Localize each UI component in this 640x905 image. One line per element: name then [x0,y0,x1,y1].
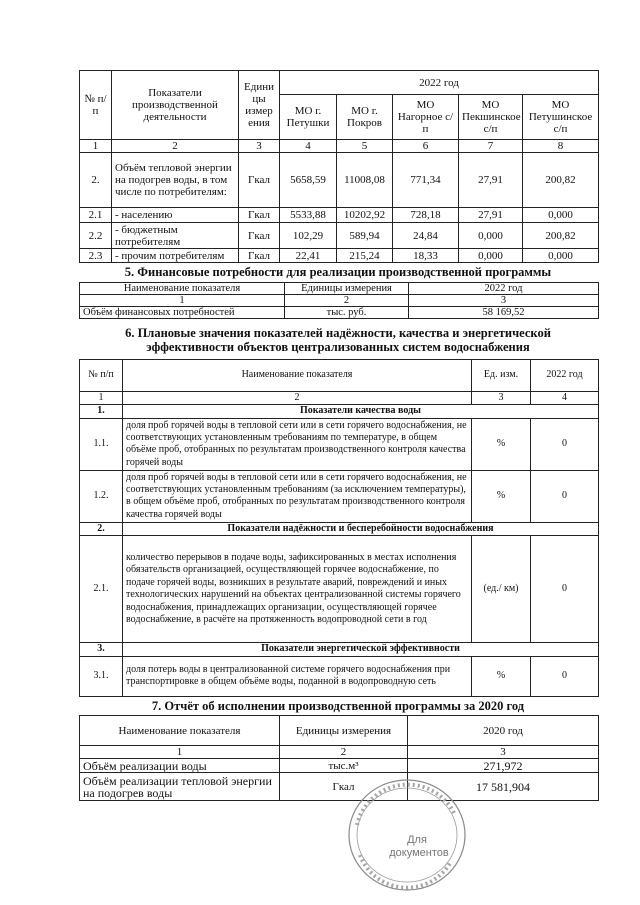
row-unit: % [472,418,531,470]
row-name: - населению [112,208,239,223]
row-value: 27,91 [459,153,523,208]
table-heat-energy [79,70,599,263]
index-cell: 1 [80,746,280,759]
index-row [80,140,599,153]
index-cell: 1 [80,392,123,405]
index-cell: 4 [280,140,337,153]
index-cell: 2 [112,140,239,153]
group-num: 1. [80,405,123,418]
row-unit: Гкал [239,249,280,263]
col-header-num: № п/п [80,71,112,140]
row-name: Объём реализации воды [80,759,280,773]
group-title: Показатели надёжности и бесперебойности водоснабжения [123,522,599,535]
index-cell: 2 [285,295,409,307]
row-value: 0 [531,536,599,643]
row-value: 0 [531,470,599,522]
index-cell: 3 [472,392,531,405]
table-financial-needs [79,282,599,319]
table-indicators [79,359,599,697]
col-header-mo: МО Нагорное с/п [393,95,459,140]
row-value: 200,82 [523,223,599,249]
row-unit: тыс.м³ [280,759,408,773]
col-header-mo: МО Петушинское с/п [523,95,599,140]
row-value: 5658,59 [280,153,337,208]
col-header-name: Наименование показателя [123,360,472,392]
row-unit: Гкал [239,223,280,249]
col-header-year: 2020 год [408,716,599,746]
row-value: 0,000 [459,249,523,263]
index-cell: 6 [393,140,459,153]
row-num: 3.1. [80,656,123,696]
col-header-name: Наименование показателя [80,283,285,295]
row-value: 728,18 [393,208,459,223]
col-header-unit: Единицы измерения [280,716,408,746]
row-name: Объём тепловой энергии на подогрев воды, в том числе по потребителям: [112,153,239,208]
index-cell: 1 [80,140,112,153]
index-cell: 3 [408,746,599,759]
row-value: 58 169,52 [409,307,599,319]
col-header-mo: МО г. Покров [337,95,393,140]
round-seal-stamp [345,775,470,895]
col-header-year: 2022 год [409,283,599,295]
row-value: 17 581,904 [408,773,599,801]
row-unit: Гкал [280,773,408,801]
col-header-unit: Единицы измерения [285,283,409,295]
row-value: 27,91 [459,208,523,223]
row-name: Объём финансовых потребностей [80,307,285,319]
index-cell: 3 [239,140,280,153]
table-row [80,773,599,801]
row-value: 0,000 [459,223,523,249]
row-num: 2.3 [80,249,112,263]
section-6-title-line2: эффективности объектов централизованных систем водоснабжения [146,340,530,354]
col-header-unit: Едини цы измер ения [239,71,280,140]
index-cell: 7 [459,140,523,153]
table-row [80,249,599,263]
row-value: 11008,08 [337,153,393,208]
row-value: 0 [531,656,599,696]
table-row [80,470,599,522]
table-row [80,223,599,249]
row-value: 24,84 [393,223,459,249]
index-row [80,295,599,307]
row-text: доля потерь воды в централизованной системе горячего водоснабжения при транспортировке в общем объёме воды, поданной в водопроводную сеть [123,656,472,696]
row-unit: % [472,656,531,696]
row-value: 22,41 [280,249,337,263]
section-7-title: 7. Отчёт об исполнении производственной программы за 2020 год [151,699,525,713]
col-header-year: 2022 год [531,360,599,392]
index-cell: 3 [409,295,599,307]
table-row [80,656,599,696]
group-title: Показатели энергетической эффективности [123,643,599,656]
col-header-num: № п/п [80,360,123,392]
row-unit: Гкал [239,208,280,223]
col-header-year: 2022 год [280,71,599,95]
row-value: 18,33 [393,249,459,263]
group-num: 3. [80,643,123,656]
group-row [80,643,599,656]
table-row [80,208,599,223]
col-header-mo: МО Пекшинское с/п [459,95,523,140]
row-name: - прочим потребителям [112,249,239,263]
row-num: 2.1 [80,208,112,223]
row-unit: % [472,470,531,522]
group-row [80,522,599,535]
index-cell: 2 [280,746,408,759]
index-row [80,746,599,759]
row-num: 2.1. [80,536,123,643]
col-header-mo: МО г. Петушки [280,95,337,140]
row-name: - бюджетным потребителям [112,223,239,249]
group-num: 2. [80,522,123,535]
row-num: 1.2. [80,470,123,522]
row-value: 0,000 [523,249,599,263]
index-cell: 4 [531,392,599,405]
row-num: 2.2 [80,223,112,249]
row-num: 1.1. [80,418,123,470]
index-row [80,392,599,405]
table-row [80,418,599,470]
col-header-name: Наименование показателя [80,716,280,746]
section-5-title: 5. Финансовые потребности для реализации производственной программы [124,265,552,279]
row-text: доля проб горячей воды в тепловой сети или в сети горячего водоснабжения, не соответствующих установленным требованиям по температуре, в общем объёме проб, отобранных по результатам производственного контроля качества горячей воды [123,418,472,470]
row-text: количество перерывов в подаче воды, зафиксированных в местах исполнения обязательств организацией, осуществляющей горячее водоснабжение, по подаче горячей воды, возникших в результате аварий, повреждений и иных технологических нарушений на объектах централизованной системы горячего водоснабжения, принадлежащих организации, осуществляющей горячее водоснабжение, в расчёте на протяженность водопроводной сети в год [123,536,472,643]
stamp-text-1: Для [407,834,427,846]
row-value: 771,34 [393,153,459,208]
row-value: 0,000 [523,208,599,223]
group-row [80,405,599,418]
col-header-indicator: Показатели производственной деятельности [112,71,239,140]
stamp-text-2: документов [389,847,449,859]
row-value: 5533,88 [280,208,337,223]
row-unit: Гкал [239,153,280,208]
row-value: 102,29 [280,223,337,249]
row-name: Объём реализации тепловой энергии на подогрев воды [80,773,280,801]
row-num: 2. [80,153,112,208]
row-text: доля проб горячей воды в тепловой сети или в сети горячего водоснабжения, не соответствующих установленным требованиям (за исключением температуры), в общем объёме проб, отобранных по результатам производственного контроля качества горячей воды [123,470,472,522]
row-value: 0 [531,418,599,470]
table-row [80,536,599,643]
group-title: Показатели качества воды [123,405,599,418]
row-value: 271,972 [408,759,599,773]
table-row [80,307,599,319]
index-cell: 8 [523,140,599,153]
section-6-title-line1: 6. Плановые значения показателей надёжности, качества и энергетической [125,326,551,340]
index-cell: 2 [123,392,472,405]
row-unit: тыс. руб. [285,307,409,319]
index-cell: 5 [337,140,393,153]
table-row [80,153,599,208]
col-header-unit: Ед. изм. [472,360,531,392]
table-row [80,759,599,773]
row-unit: (ед./ км) [472,536,531,643]
row-value: 215,24 [337,249,393,263]
row-value: 200,82 [523,153,599,208]
row-value: 589,94 [337,223,393,249]
index-cell: 1 [80,295,285,307]
table-report-2020 [79,715,599,801]
row-value: 10202,92 [337,208,393,223]
